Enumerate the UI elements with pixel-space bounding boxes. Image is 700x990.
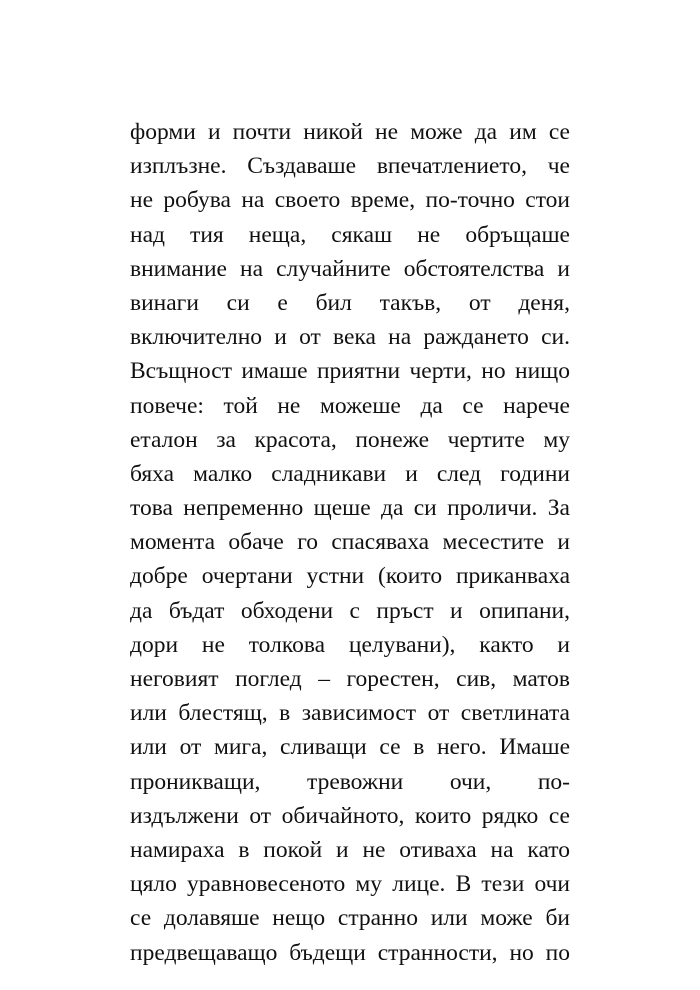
text-line: това непременно щеше да си проличи. За	[130, 495, 570, 522]
text-line: да бъдат обходени с пръст и опипани,	[130, 597, 570, 624]
text-line: проникващи, тревожни очи, по-	[130, 768, 570, 795]
text-line: Всъщност имаше приятни черти, но нищо	[130, 358, 570, 385]
text-line: предвещаващо бъдещи странности, но по	[130, 939, 570, 966]
text-line: еталон за красота, понеже чертите му	[130, 426, 570, 453]
text-line: форми и почти никой не може да им се	[130, 119, 570, 145]
text-line: или блестящ, в зависимост от светлината	[130, 700, 570, 727]
text-line: намираха в покой и не отиваха на като	[130, 836, 570, 863]
text-line: бяха малко сладникави и след години	[130, 460, 570, 487]
text-line: не робува на своето време, по-точно стои	[130, 187, 570, 214]
text-line: цяло уравновесеното му лице. В тези очи	[130, 871, 570, 898]
text-line: или от мига, сливащи се в него. Имаше	[130, 734, 570, 761]
text-line: внимание на случайните обстоятелства и	[130, 255, 570, 282]
text-line: изплъзне. Създаваше впечатлението, че	[130, 153, 570, 180]
text-line: дори не толкова целувани), както и	[130, 631, 570, 658]
text-line: момента обаче го спасяваха месестите и	[130, 529, 570, 556]
text-line: издължени от обичайното, които рядко се	[130, 802, 570, 829]
body-text	[130, 115, 570, 970]
text-line: се долавяше нещо странно или може би	[130, 905, 570, 932]
text-line: включително и от века на раждането си.	[130, 324, 570, 351]
text-line: повече: той не можеше да се нарече	[130, 392, 570, 419]
text-line: добре очертани устни (които приканваха	[130, 563, 570, 590]
text-line: над тия неща, сякаш не обръщаше	[130, 221, 570, 248]
text-line: неговият поглед – горестен, сив, матов	[130, 666, 570, 692]
text-line: винаги си е бил такъв, от деня,	[130, 289, 570, 316]
